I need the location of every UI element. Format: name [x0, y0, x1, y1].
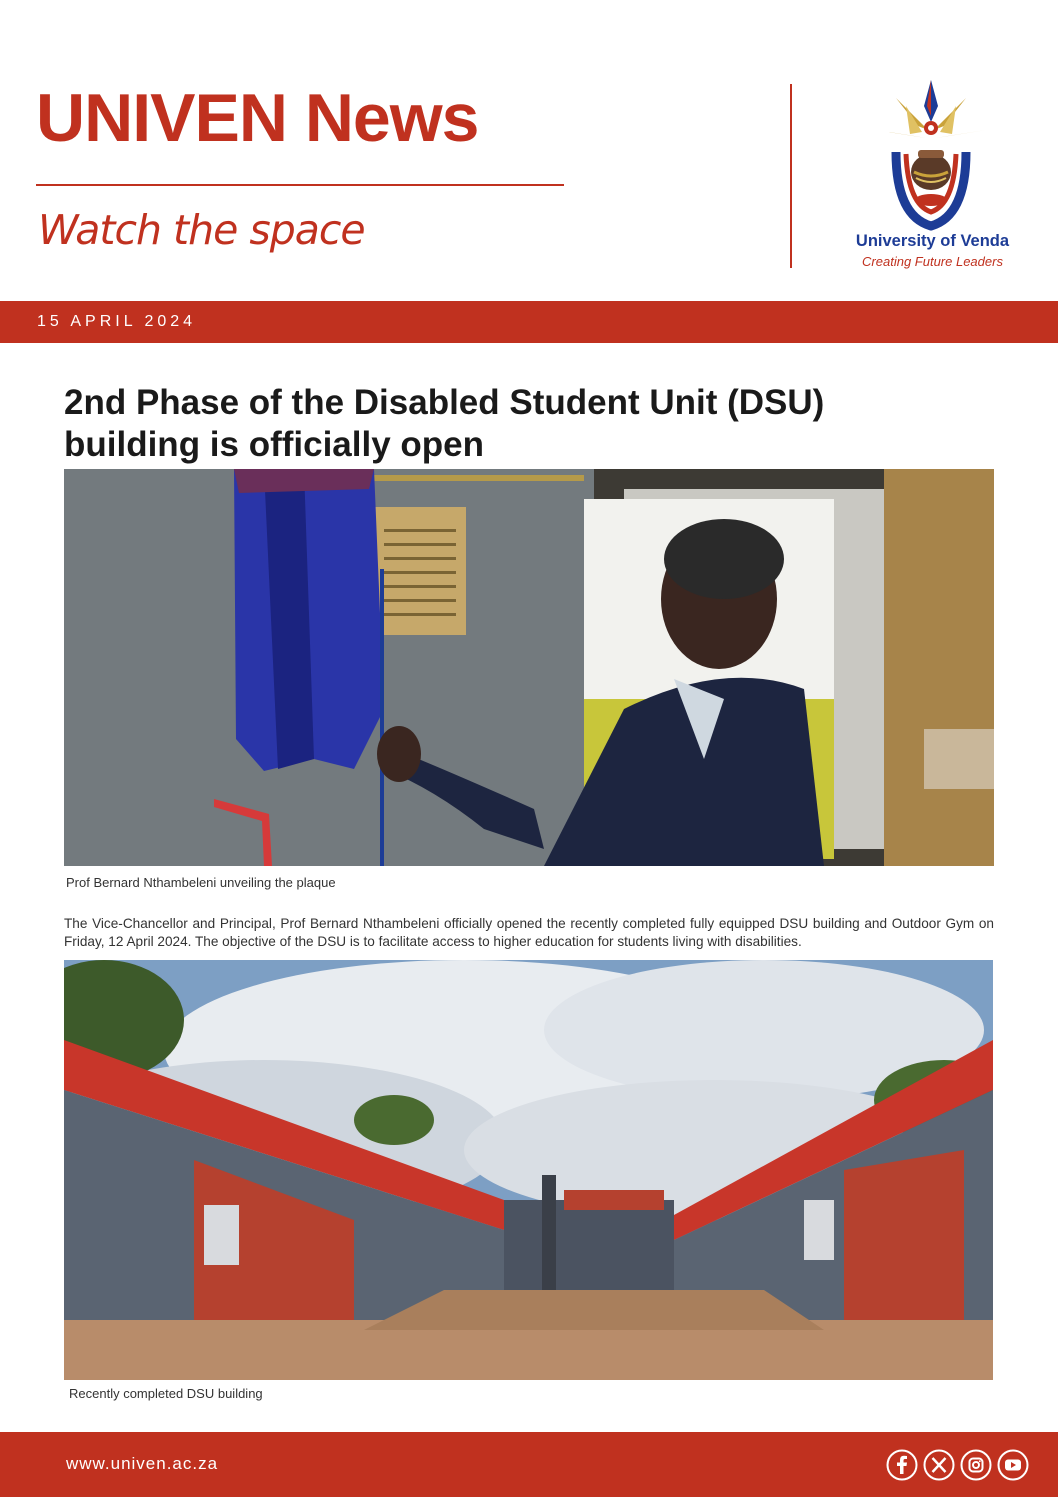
- photo-1-caption: Prof Bernard Nthambeleni unveiling the plaque: [66, 875, 336, 890]
- headline-line-2: building is officially open: [64, 425, 485, 464]
- masthead-tagline: Watch the space: [38, 206, 365, 254]
- article-body: The Vice-Chancellor and Principal, Prof Bernard Nthambeleni officially opened the recently completed fully equipped DSU building and Outdoor Gym on Friday, 12 April 2024. The objective of the DSU is to facilitate access to higher education for students living with disabilities.: [64, 916, 994, 949]
- university-logo: [866, 76, 996, 232]
- facebook-icon[interactable]: [886, 1449, 918, 1481]
- header-vertical-divider: [790, 84, 792, 268]
- footer: [0, 1432, 1058, 1497]
- photo-2-caption: Recently completed DSU building: [69, 1386, 263, 1401]
- university-name: University of Venda: [855, 232, 1010, 250]
- youtube-icon[interactable]: [997, 1449, 1029, 1481]
- instagram-icon[interactable]: [960, 1449, 992, 1481]
- x-icon[interactable]: [923, 1449, 955, 1481]
- issue-date: 15 APRIL 2024: [37, 313, 197, 330]
- article-headline: [64, 382, 1004, 466]
- university-motto: Creating Future Leaders: [862, 254, 1003, 269]
- headline-line-1: 2nd Phase of the Disabled Student Unit (DSU): [64, 383, 825, 422]
- website-link[interactable]: www.univen.ac.za: [66, 1454, 219, 1473]
- plaque-unveiling-photo: [64, 469, 994, 866]
- masthead-title: UNIVEN News: [36, 80, 479, 156]
- issue-date-band: [0, 301, 1058, 343]
- dsu-building-photo: [64, 960, 993, 1380]
- masthead-divider: [36, 184, 564, 186]
